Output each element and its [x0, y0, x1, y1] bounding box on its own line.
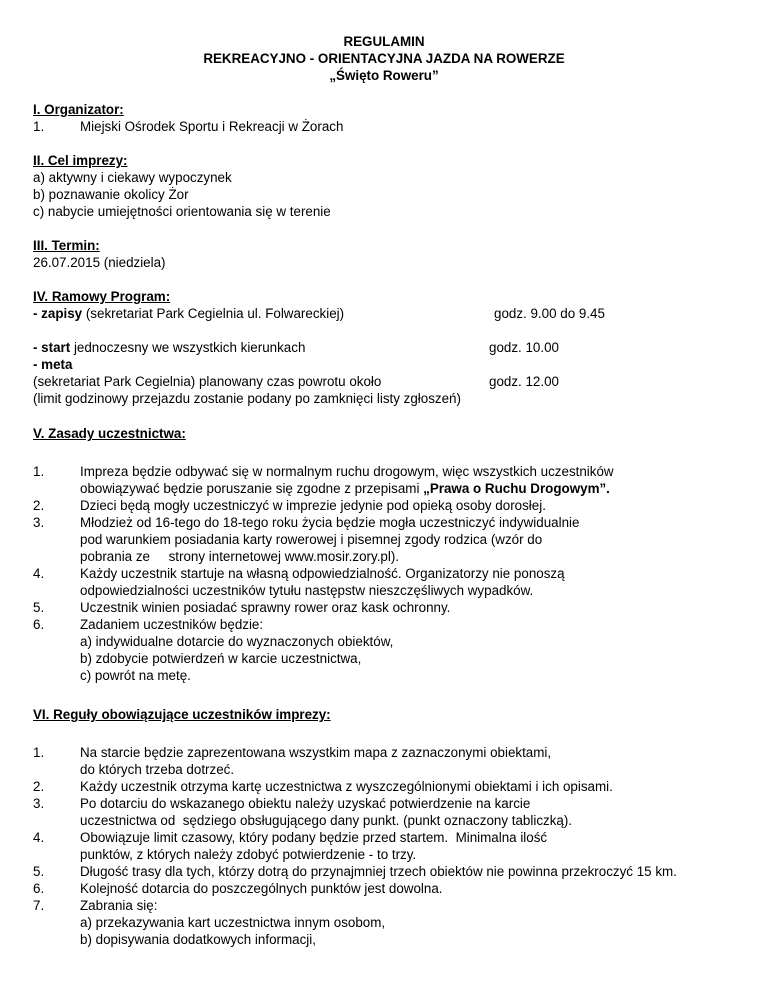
finish-label: - meta [33, 357, 73, 372]
rule-text: Długość trasy dla tych, którzy dotrą do przynajmniej trzech obiektów nie powinna przekroczyć 15 km. [80, 864, 677, 879]
start-time: godz. 10.00 [489, 340, 559, 355]
list-number: 6. [33, 617, 45, 632]
finish-description: (sekretariat Park Cegielnia) planowany czas powrotu około [33, 374, 382, 389]
registration-label: - zapisy [33, 306, 83, 321]
program-start [33, 339, 305, 356]
rule-text: Zadaniem uczestników będzie: [80, 617, 264, 632]
rule-text: Kolejność dotarcia do poszczególnych punktów jest dowolna. [80, 881, 443, 896]
rule-text: Impreza będzie odbywać się w normalnym ruchu drogowym, więc wszystkich uczestników [80, 464, 614, 479]
registration-time: godz. 9.00 do 9.45 [494, 306, 605, 321]
list-number: 1. [33, 464, 45, 479]
finish-time: godz. 12.00 [489, 374, 559, 389]
organizer-name: Miejski Ośrodek Sportu i Rekreacji w Żorach [80, 119, 344, 134]
rule-text: pod warunkiem posiadania karty rowerowej i pisemnej zgody rodzica (wzór do [80, 532, 543, 547]
section-heading-organizer: I. Organizator: [33, 102, 124, 117]
rule-text: Zabrania się: [80, 898, 158, 913]
rule-text: do których trzeba dotrzeć. [80, 762, 235, 777]
list-number: 4. [33, 566, 45, 581]
rule-text: Każdy uczestnik startuje na własną odpowiedzialność. Organizatorzy nie ponoszą [80, 566, 565, 581]
section-heading-program: IV. Ramowy Program: [33, 289, 171, 304]
document-subtitle: REKREACYJNO - ORIENTACYJNA JAZDA NA ROWERZE [203, 51, 565, 66]
rule-text: pobrania ze strony internetowej www.mosir.zory.pl). [80, 549, 400, 564]
list-number: 5. [33, 600, 45, 615]
start-description: jednoczesny we wszystkich kierunkach [70, 340, 306, 355]
rule-text: punktów, z których należy zdobyć potwierdzenie - to trzy. [80, 847, 417, 862]
rule-text: Młodzież od 16-tego do 18-tego roku życia będzie mogła uczestniczyć indywidualnie [80, 515, 580, 530]
rule-subitem: a) indywidualne dotarcie do wyznaczonych obiektów, [80, 634, 394, 649]
list-number: 2. [33, 779, 45, 794]
section-heading-goal: II. Cel imprezy: [33, 153, 128, 168]
program-registration [33, 305, 344, 322]
list-number: 3. [33, 515, 45, 530]
rule-text-part: obowiązywać będzie poruszanie się zgodne z przepisami [80, 481, 424, 496]
registration-location: (sekretariat Park Cegielnia ul. Folwareckiej) [82, 306, 345, 321]
rule-text: Obowiązuje limit czasowy, który podany będzie przed startem. Minimalna ilość [80, 830, 548, 845]
section-heading-date: III. Termin: [33, 238, 100, 253]
rule-text: Na starcie będzie zaprezentowana wszystkim mapa z zaznaczonymi obiektami, [80, 745, 552, 760]
section-heading-rules: V. Zasady uczestnictwa: [33, 426, 186, 441]
list-number: 1. [33, 119, 45, 134]
event-name: „Święto Roweru” [329, 68, 439, 83]
rule-text: odpowiedzialności uczestników tytułu następstw nieszczęśliwych wypadków. [80, 583, 534, 598]
document-title: REGULAMIN [343, 34, 425, 49]
rule-text: Dzieci będą mogły uczestniczyć w imprezie jedynie pod opieką osoby dorosłej. [80, 498, 546, 513]
start-label: - start [33, 340, 71, 355]
list-number: 7. [33, 898, 45, 913]
time-limit-note: (limit godzinowy przejazdu zostanie podany po zamknięci listy zgłoszeń) [33, 391, 461, 406]
list-number: 3. [33, 796, 45, 811]
event-date: 26.07.2015 (niedziela) [33, 255, 166, 270]
list-number: 5. [33, 864, 45, 879]
goal-item: c) nabycie umiejętności orientowania się w terenie [33, 204, 331, 219]
rule-text: Każdy uczestnik otrzyma kartę uczestnictwa z wyszczególnionymi obiektami i ich opisami. [80, 779, 613, 794]
rule-subitem: b) dopisywania dodatkowych informacji, [80, 932, 316, 947]
goal-item: b) poznawanie okolicy Żor [33, 187, 189, 202]
list-number: 1. [33, 745, 45, 760]
rule-subitem: b) zdobycie potwierdzeń w karcie uczestnictwa, [80, 651, 362, 666]
section-heading-participant-rules: VI. Reguły obowiązujące uczestników imprezy: [33, 707, 331, 722]
rule-text: uczestnictwa od sędziego obsługującego dany punkt. (punkt oznaczony tabliczką). [80, 813, 573, 828]
list-number: 6. [33, 881, 45, 896]
goal-item: a) aktywny i ciekawy wypoczynek [33, 170, 232, 185]
rule-text: Po dotarciu do wskazanego obiektu należy uzyskać potwierdzenie na karcie [80, 796, 531, 811]
rule-subitem: a) przekazywania kart uczestnictwa innym osobom, [80, 915, 386, 930]
rule-subitem: c) powrót na metę. [80, 668, 191, 683]
list-number: 4. [33, 830, 45, 845]
rule-text [80, 480, 610, 497]
rule-text: Uczestnik winien posiadać sprawny rower oraz kask ochronny. [80, 600, 451, 615]
traffic-law-reference: „Prawa o Ruchu Drogowym”. [423, 481, 610, 496]
list-number: 2. [33, 498, 45, 513]
